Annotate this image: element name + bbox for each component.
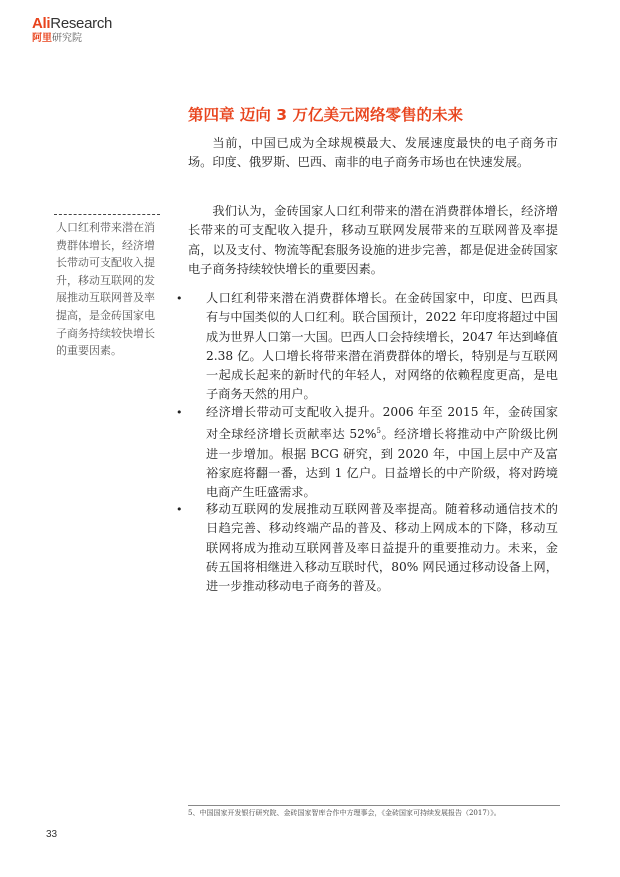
- bullet-item: [176, 403, 558, 503]
- bullet-dot: •: [176, 292, 183, 305]
- main-paragraph: 我们认为，金砖国家人口红利带来的潜在消费群体增长，经济增长带来的可支配收入提升，移动互联网发展带来的互联网普及率提高，以及支付、物流等配套服务设施的进步完善，都是促进金砖国家电子商务持续较快增长的重要因素。: [188, 204, 558, 276]
- logo-chinese: 阿里研究院: [32, 33, 82, 44]
- bullet-text: 移动互联网的发展推动互联网普及率提高。随着移动通信技术的日趋完善、移动终端产品的普及、移动上网成本的下降，移动互联网将成为推动互联网普及率日益提升的重要推动力。未来，金砖五国将相继进入移动互联时代，80% 网民通过移动设备上网，进一步推动移动电子商务的普及。: [206, 502, 558, 594]
- page-number: 33: [46, 829, 58, 840]
- bullet-dot: •: [176, 406, 183, 419]
- footnote-ref: 5: [376, 427, 381, 436]
- bullet-item: [176, 500, 558, 596]
- logo-english: AliResearch: [32, 15, 113, 32]
- bullet-dot: •: [176, 503, 183, 516]
- intro-paragraph: 当前，中国已成为全球规模最大、发展速度最快的电子商务市场。印度、俄罗斯、巴西、南非的电子商务市场也在快速发展。: [188, 136, 558, 170]
- footnote: 5、中国国家开发银行研究院、金砖国家智库合作中方理事会，《金砖国家可持续发展报告（2017）》。: [188, 809, 501, 817]
- sidenote-text: 人口红利带来潜在消费群体增长，经济增长带动可支配收入提升，移动互联网的发展推动互联网普及率提高，是金砖国家电子商务持续较快增长的重要因素。: [56, 221, 155, 358]
- sidenote: [54, 214, 160, 360]
- aliresearch-logo: [32, 16, 112, 45]
- bullet-text: 经济增长带动可支配收入提升。2006 年至 2015 年，金砖国家对全球经济增长贡献率达 52%$^5$。经济增长将推动中产阶级比例进一步增加。根据 BCG 研究，到 2020 年，中国上层中产及富裕家庭将翻一番，达到 1 亿户。日益增长的中产阶级，将对跨境电商产生旺盛需求。: [206, 405, 559, 500]
- bullet-text: 人口红利带来潜在消费群体增长。在金砖国家中，印度、巴西具有与中国类似的人口红利。联合国预计，2022 年印度将超过中国成为世界人口第一大国。巴西人口会持续增长，2047 年达到峰值 2.38 亿。人口增长将带来潜在消费群体的增长，特别是与互联网一起成长起来的新时代的年轻人，对网络的依赖程度更高，是电子商务天然的用户。: [206, 291, 558, 402]
- chapter-title: 第四章 迈向 3 万亿美元网络零售的未来: [188, 106, 463, 124]
- bullet-item: [176, 289, 558, 405]
- footnote-divider: [188, 805, 560, 806]
